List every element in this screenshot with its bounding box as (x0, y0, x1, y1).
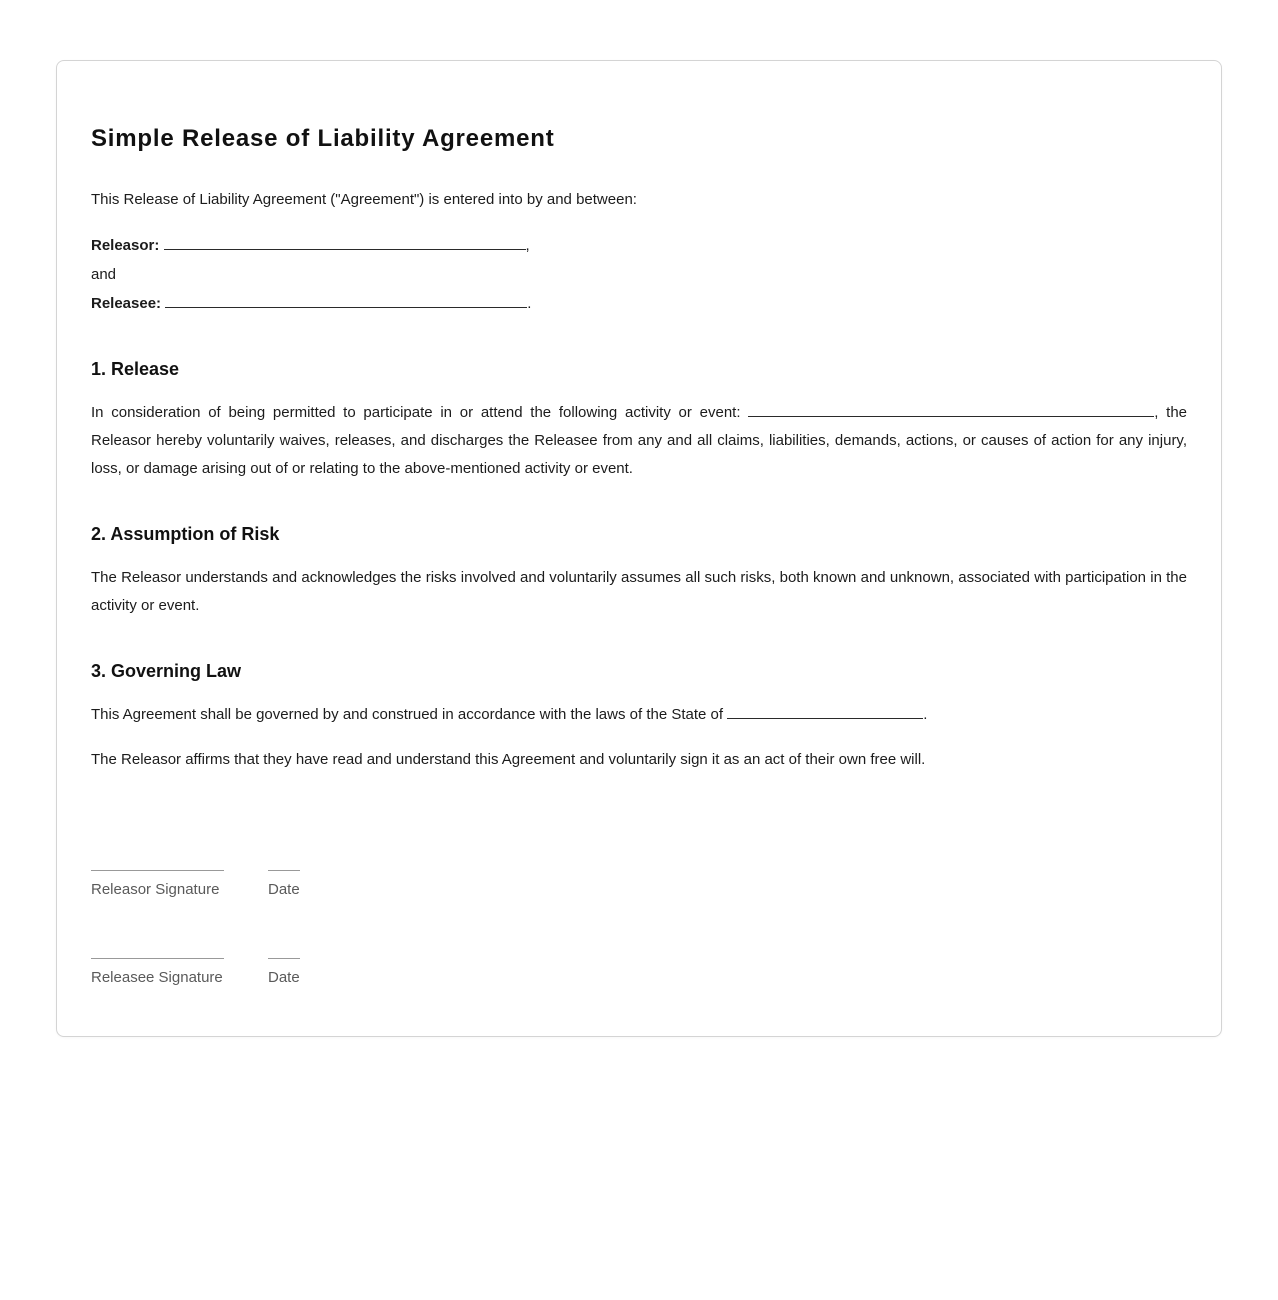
releasee-line (91, 289, 1187, 318)
releasee-signature-row (91, 958, 1187, 988)
releasee-signature-label: Releasee Signature (91, 968, 223, 986)
releasor-signature-line (91, 870, 224, 871)
releasor-name-blank (164, 233, 526, 250)
connector-text: and (91, 265, 117, 283)
releasee-suffix: . (527, 294, 532, 312)
releasee-name-blank (165, 291, 527, 308)
section-1-heading: 1. Release (91, 358, 180, 379)
releasor-signature-block (91, 870, 224, 900)
releasee-date-block (268, 958, 328, 988)
agreement-document-card (56, 60, 1222, 1037)
page-title: Simple Release of Liability Agreement (91, 125, 555, 152)
releasee-date-label: Date (268, 968, 300, 986)
releasee-label: Releasee: (91, 294, 162, 312)
state-blank (727, 702, 923, 719)
intro-paragraph: This Release of Liability Agreement ("Agreement") is entered into by and between: (91, 190, 637, 208)
section-3-text-before-blank: This Agreement shall be governed by and construed in accordance with the laws of the State of (91, 705, 724, 723)
releasor-suffix: , (525, 236, 530, 254)
releasor-line (91, 231, 1187, 260)
releasee-signature-line (91, 958, 224, 959)
releasor-signature-label: Releasor Signature (91, 880, 220, 898)
section-3-heading: 3. Governing Law (91, 660, 242, 681)
section-1-text-before-blank: In consideration of being permitted to participate in or attend the following activity or event: (91, 403, 741, 421)
releasor-label: Releasor: (91, 236, 160, 254)
releasor-signature-row (91, 870, 1187, 900)
section-2-paragraph: The Releasor understands and acknowledges the risks involved and voluntarily assumes all such risks, both known and unknown, associated with participation in the activity or event. (91, 568, 1187, 614)
releasee-signature-block (91, 958, 224, 988)
releasor-date-label: Date (268, 880, 300, 898)
releasee-date-line (268, 958, 300, 959)
section-2-heading: 2. Assumption of Risk (91, 523, 280, 544)
section-3-text-after-blank: . (923, 705, 928, 723)
releasor-date-line (268, 870, 300, 871)
signature-area (91, 870, 1187, 988)
affirmation-paragraph: The Releasor affirms that they have read and understand this Agreement and voluntarily sign it as an act of their own free will. (91, 750, 926, 768)
parties-block (91, 231, 1187, 318)
parties-connector-line (91, 260, 1187, 289)
section-1-paragraph (91, 399, 1187, 483)
activity-event-blank (748, 400, 1154, 417)
section-1-text-after-blank: , the Releasor hereby voluntarily waives, releases, and discharges the Releasee from any and all claims, liabilities, demands, actions, or causes of action for any injury, loss, or damage arising out of or relating to the above-mentioned activity or event. (91, 403, 1188, 477)
section-3-paragraph (91, 701, 1187, 729)
releasor-date-block (268, 870, 328, 900)
